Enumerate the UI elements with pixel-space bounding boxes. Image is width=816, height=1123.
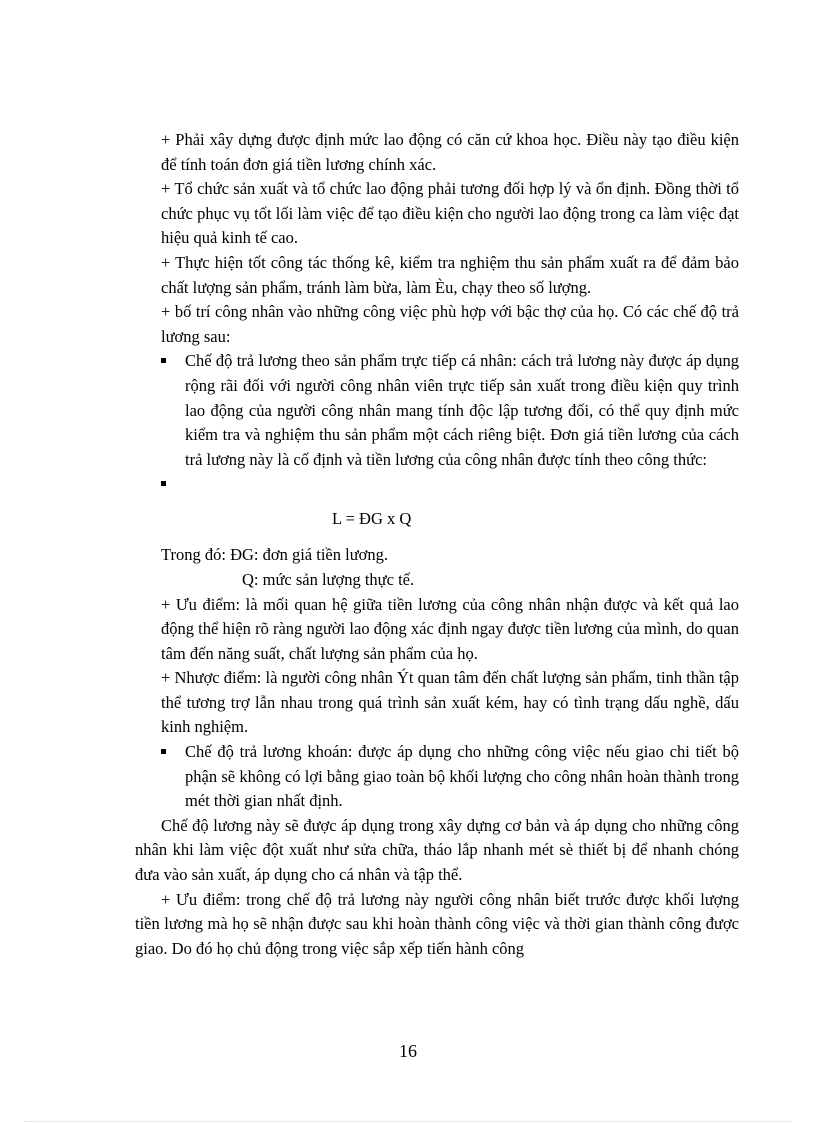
page-bottom-divider (24, 1121, 792, 1122)
paragraph-statistics: + Thực hiện tốt công tác thống kê, kiểm tra nghiệm thu sản phẩm xuất ra để đảm bảo chất lượng sản phẩm, tránh làm bừa, làm Èu, chạy theo số lượng. (161, 252, 739, 297)
paragraph-advantage-1: + Ưu điểm: là mối quan hệ giữa tiền lương của công nhân nhận được và kết quả lao động thể hiện rõ ràng người lao động xác định ngay được tiền lương của mình, do quan tâm đến năng suất, chất lượng sản phẩm của họ. (161, 594, 739, 663)
page-body (135, 128, 739, 961)
definition-dg: Trong đó: ĐG: đơn giá tiền lương. (161, 545, 388, 565)
paragraph-organization: + Tổ chức sản xuất và tổ chức lao động phải tương đối hợp lý và ổn định. Đồng thời tổ chức phục vụ tốt lối làm việc để tạo điều kiện cho người lao động trong ca làm việc đạt hiệu quả kinh tế cao. (161, 179, 739, 248)
paragraph-contract-scope: Chế độ lương này sẽ được áp dụng trong xây dựng cơ bản và áp dụng cho những công nhân khi làm việc đột xuất như sửa chữa, tháo lắp nhanh mét sè thiết bị để nhanh chóng đưa vào sản xuất, áp dụng cho cá nhân và tập thể. (135, 815, 739, 885)
paragraph-disadvantage-1: + Nhược điểm: là người công nhân Ýt quan tâm đến chất lượng sản phẩm, tinh thần tập thể tương trợ lẫn nhau trong quá trình sản xuất kém, hay có tình trạng dấu nghề, dấu kinh nghiệm. (161, 668, 739, 737)
list-item-contract-pay (161, 740, 739, 814)
formula: L = ĐG x Q (332, 509, 412, 529)
square-bullet-icon (161, 358, 166, 363)
list-item-direct-piece-rate (161, 349, 739, 472)
page-number: 16 (399, 1041, 417, 1061)
paragraph-assignment: + bố trí công nhân vào những công việc phù hợp với bậc thợ của họ. Có các chế độ trả lương sau: (161, 302, 739, 346)
bullet-text-contract-pay: Chế độ trả lương khoán: được áp dụng cho những công việc nếu giao chi tiết bộ phận sẽ không có lợi bằng giao toàn bộ khối lượng cho công nhân hoàn thành trong mét thời gian nhất định. (185, 742, 739, 811)
definition-q: Q: mức sản lượng thực tế. (242, 569, 415, 589)
square-bullet-icon (161, 481, 166, 486)
list-item-empty (161, 472, 739, 494)
paragraph-advantage-2: + Ưu điểm: trong chế độ trả lương này người công nhân biết trước được khối lượng tiền lương mà họ sẽ nhận được sau khi hoàn thành công việc và thời gian thành công được giao. Do đó họ chủ động trong việc sắp xếp tiến hành công (135, 889, 739, 958)
square-bullet-icon (161, 749, 166, 754)
paragraph-norms: + Phải xây dựng được định mức lao động có căn cứ khoa học. Điều này tạo điều kiện để tính toán đơn giá tiền lương chính xác. (161, 130, 739, 174)
bullet-text-direct-piece-rate: Chế độ trả lương theo sản phẩm trực tiếp cá nhân: cách trả lương này được áp dụng rộng rãi đối với người công nhân viên trực tiếp sản xuất trong điều kiện quy trình lao động của người công nhân mang tính độc lập tương đối, có thể quy định mức kiểm tra và nghiệm thu sản phẩm một cách riêng biệt. Đơn giá tiền lương của cách trả lương này là cố định và tiền lương của công nhân được tính theo công thức: (185, 351, 739, 469)
